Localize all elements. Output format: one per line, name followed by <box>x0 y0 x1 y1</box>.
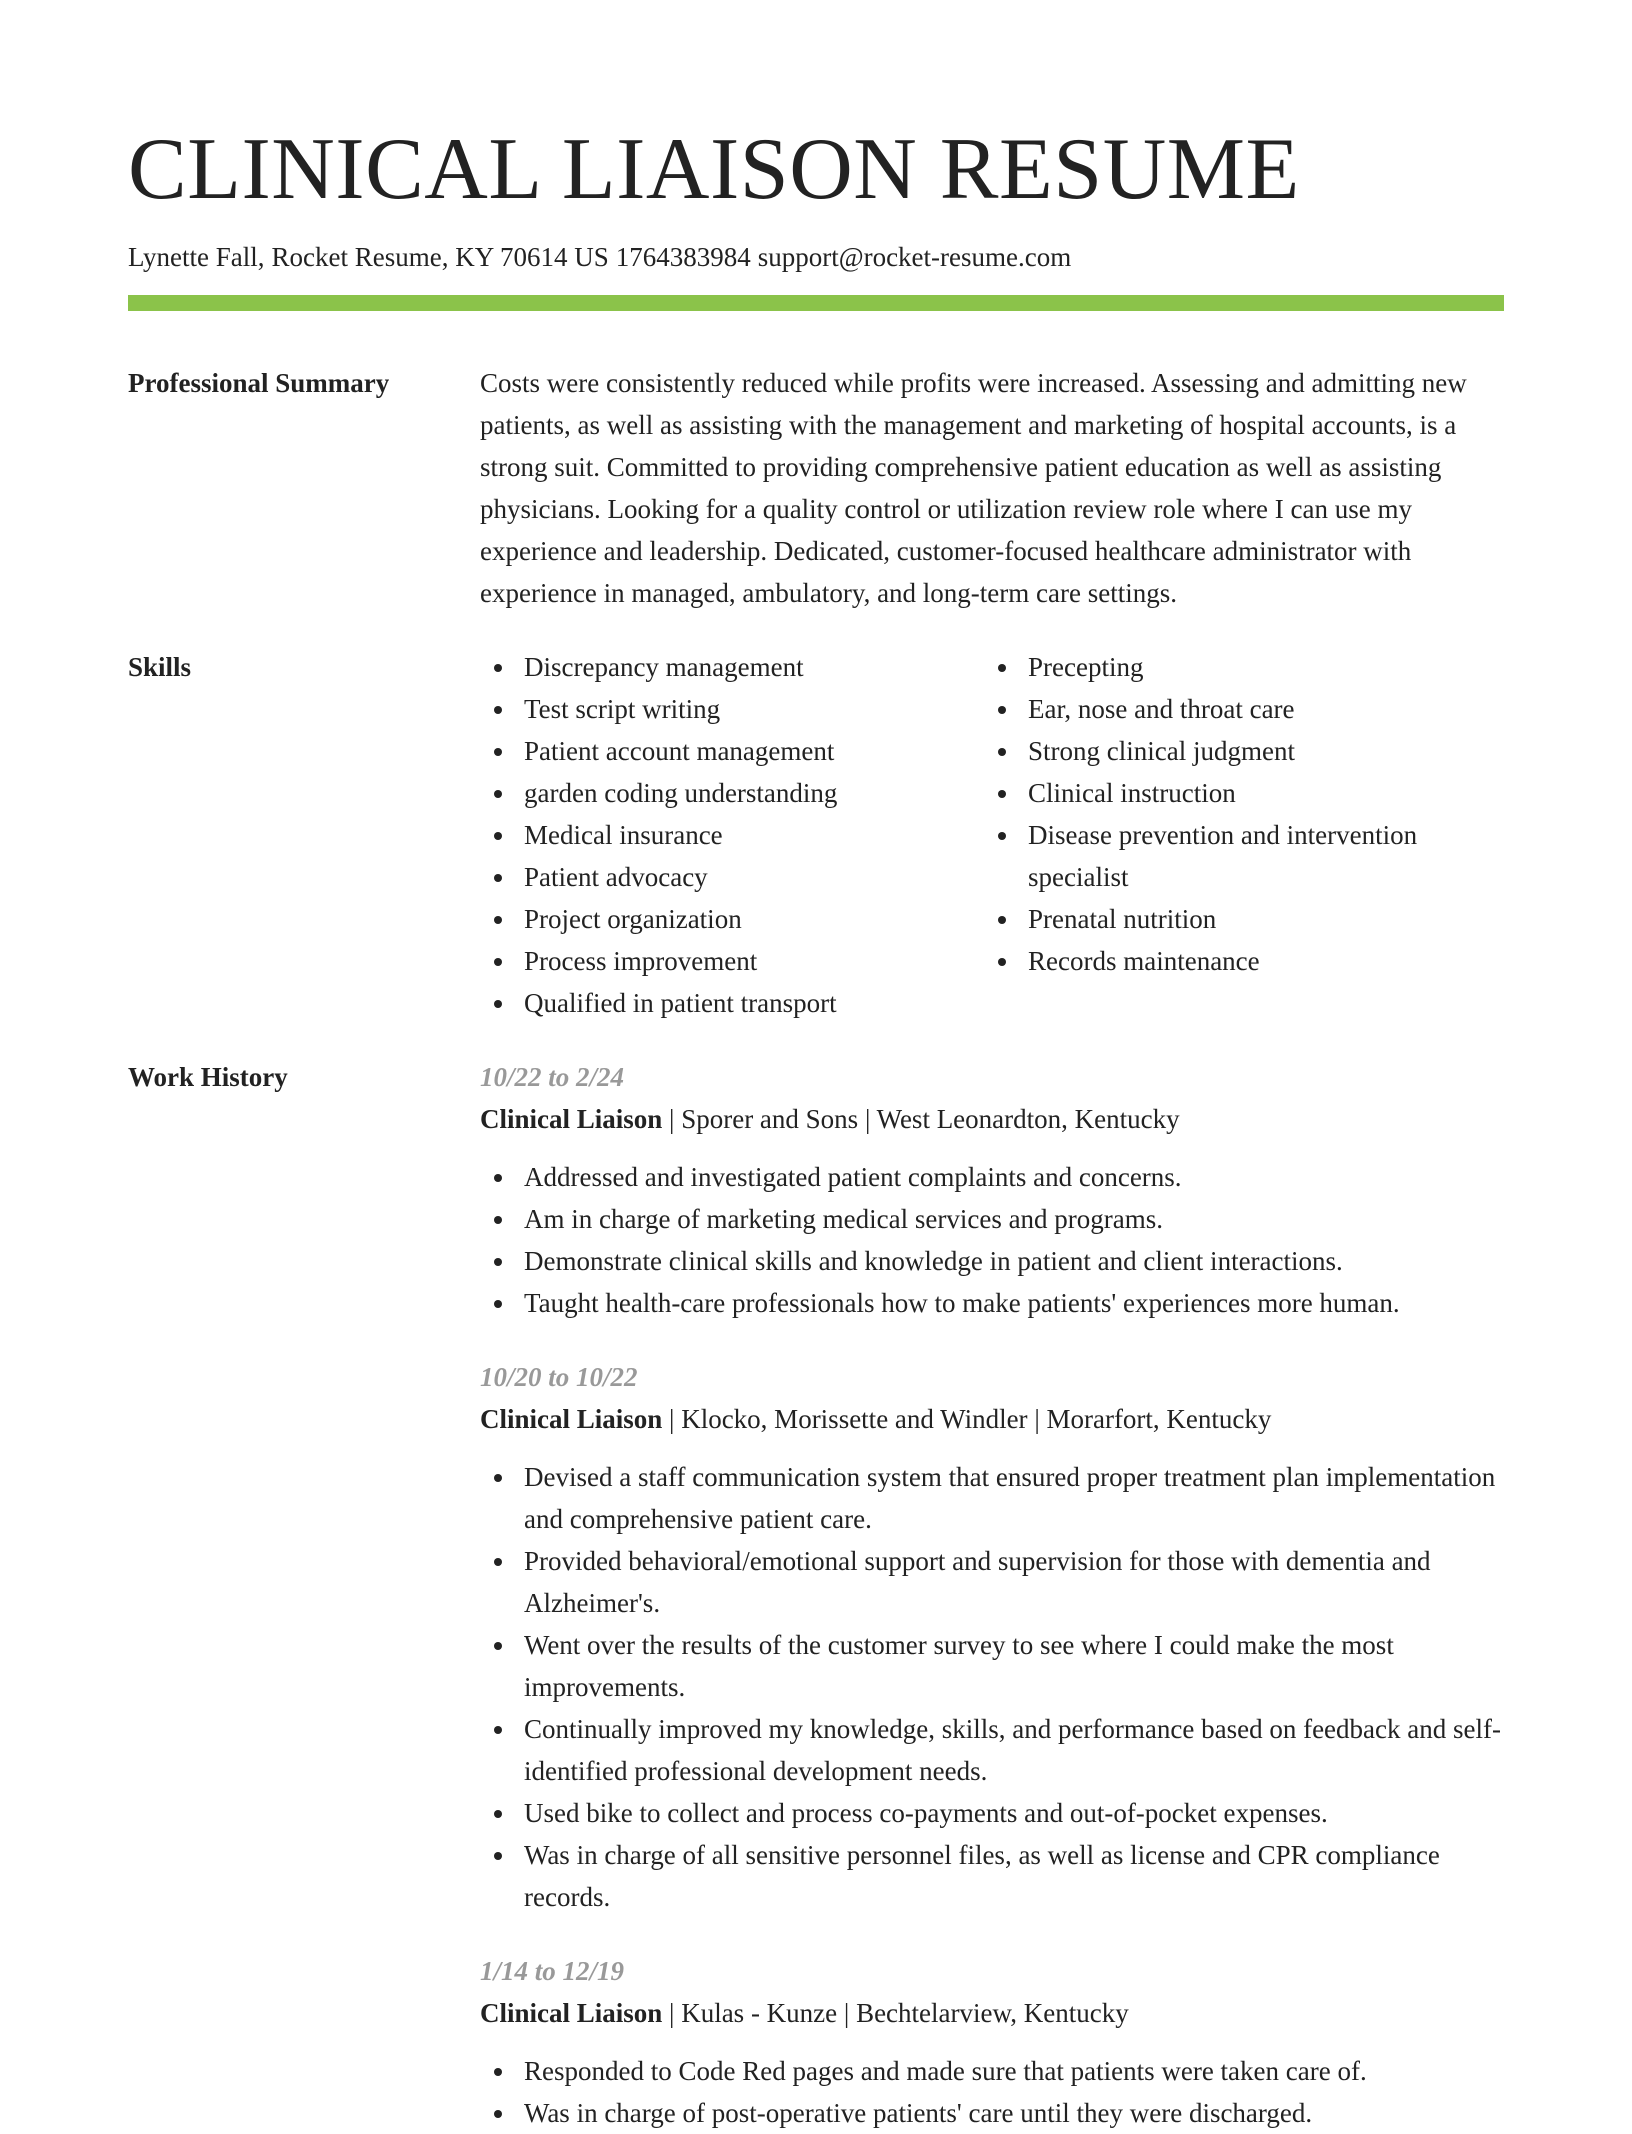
section-heading-summary: Professional Summary <box>128 368 390 398</box>
job-bullet: Went over the results of the customer survey to see where I could make the most improvements. <box>480 1624 1504 1708</box>
summary-section <box>128 362 1504 614</box>
skill-item: Clinical instruction <box>984 772 1504 814</box>
job-bullets <box>480 1156 1504 1324</box>
job-bullet: Responded to Code Red pages and made sure that patients were taken care of. <box>480 2050 1504 2092</box>
skill-item: Patient advocacy <box>480 856 984 898</box>
skill-item: Records maintenance <box>984 940 1504 982</box>
work-history-body <box>480 1056 1504 2134</box>
resume-page <box>128 118 1504 2134</box>
job-company: Sporer and Sons <box>681 1104 859 1134</box>
contact-name: Lynette Fall, <box>128 242 265 272</box>
job-separator: | <box>669 1404 675 1434</box>
job-bullets <box>480 2050 1504 2134</box>
job-location: Bechtelarview, Kentucky <box>856 1998 1129 2028</box>
job-bullet: Used bike to collect and process co-payments and out-of-pocket expenses. <box>480 1792 1504 1834</box>
skill-item: Test script writing <box>480 688 984 730</box>
job-bullet: Continually improved my knowledge, skills, and performance based on feedback and self-identified professional development needs. <box>480 1708 1504 1792</box>
job-entry <box>480 1950 1504 2134</box>
skill-item: garden coding understanding <box>480 772 984 814</box>
job-bullet: Am in charge of marketing medical services and programs. <box>480 1198 1504 1240</box>
job-bullet: Taught health-care professionals how to make patients' experiences more human. <box>480 1282 1504 1324</box>
job-bullets <box>480 1456 1504 1918</box>
skill-item: Ear, nose and throat care <box>984 688 1504 730</box>
job-separator: | <box>843 1998 850 2028</box>
skills-list-right <box>984 646 1504 1024</box>
work-history-section <box>128 1056 1504 2134</box>
skill-item: Disease prevention and intervention specialist <box>984 814 1504 898</box>
skill-item: Prenatal nutrition <box>984 898 1504 940</box>
job-title: Clinical Liaison <box>480 1998 663 2028</box>
accent-divider <box>128 295 1504 311</box>
job-dates: 10/20 to 10/22 <box>480 1362 638 1392</box>
job-company: Kulas - Kunze <box>681 1998 838 2028</box>
job-bullet: Was in charge of all sensitive personnel files, as well as license and CPR compliance records. <box>480 1834 1504 1918</box>
skill-item: Precepting <box>984 646 1504 688</box>
contact-phone: 1764383984 <box>615 242 751 272</box>
job-dates: 10/22 to 2/24 <box>480 1062 625 1092</box>
skills-section <box>128 646 1504 1024</box>
skill-item: Discrepancy management <box>480 646 984 688</box>
skills-list-left <box>480 646 984 1024</box>
section-heading-work-history: Work History <box>128 1062 288 1092</box>
skill-item: Process improvement <box>480 940 984 982</box>
job-entry <box>480 1056 1504 1324</box>
skill-item: Project organization <box>480 898 984 940</box>
job-header <box>480 1398 1504 1440</box>
summary-text: Costs were consistently reduced while profits were increased. Assessing and admitting new patients, as well as assisting with the management and marketing of hospital accounts, is a strong suit. Committed to providing comprehensive patient education as well as assisting physicians. Looking for a quality control or utilization review role where I can use my experience and leadership. Dedicated, customer-focused healthcare administrator with experience in managed, ambulatory, and long-term care settings. <box>480 368 1467 608</box>
job-location: Morarfort, Kentucky <box>1046 1404 1272 1434</box>
contact-email: support@rocket-resume.com <box>757 242 1072 272</box>
resume-title: CLINICAL LIAISON RESUME <box>128 121 1300 218</box>
job-bullet: Devised a staff communication system that ensured proper treatment plan implementation and comprehensive patient care. <box>480 1456 1504 1540</box>
job-bullet: Addressed and investigated patient complaints and concerns. <box>480 1156 1504 1198</box>
job-dates: 1/14 to 12/19 <box>480 1956 625 1986</box>
contact-address: Rocket Resume, KY 70614 US <box>271 242 609 272</box>
skill-item: Qualified in patient transport <box>480 982 984 1024</box>
job-entry <box>480 1356 1504 1918</box>
skill-item: Strong clinical judgment <box>984 730 1504 772</box>
job-separator: | <box>864 1104 871 1134</box>
job-bullet: Demonstrate clinical skills and knowledge in patient and client interactions. <box>480 1240 1504 1282</box>
skills-body <box>480 646 1504 1024</box>
job-header <box>480 1992 1504 2034</box>
job-separator: | <box>669 1104 675 1134</box>
job-bullet: Provided behavioral/emotional support and supervision for those with dementia and Alzheimer's. <box>480 1540 1504 1624</box>
contact-line <box>128 240 1504 274</box>
section-heading-skills: Skills <box>128 652 192 682</box>
job-bullet: Was in charge of post-operative patients' care until they were discharged. <box>480 2092 1504 2134</box>
job-separator: | <box>669 1998 675 2028</box>
job-company: Klocko, Morissette and Windler <box>681 1404 1028 1434</box>
skills-grid <box>480 646 1504 1024</box>
job-header <box>480 1098 1504 1140</box>
skill-item: Medical insurance <box>480 814 984 856</box>
job-separator: | <box>1034 1404 1040 1434</box>
skill-item: Patient account management <box>480 730 984 772</box>
job-title: Clinical Liaison <box>480 1404 663 1434</box>
job-location: West Leonardton, Kentucky <box>876 1104 1180 1134</box>
job-title: Clinical Liaison <box>480 1104 663 1134</box>
